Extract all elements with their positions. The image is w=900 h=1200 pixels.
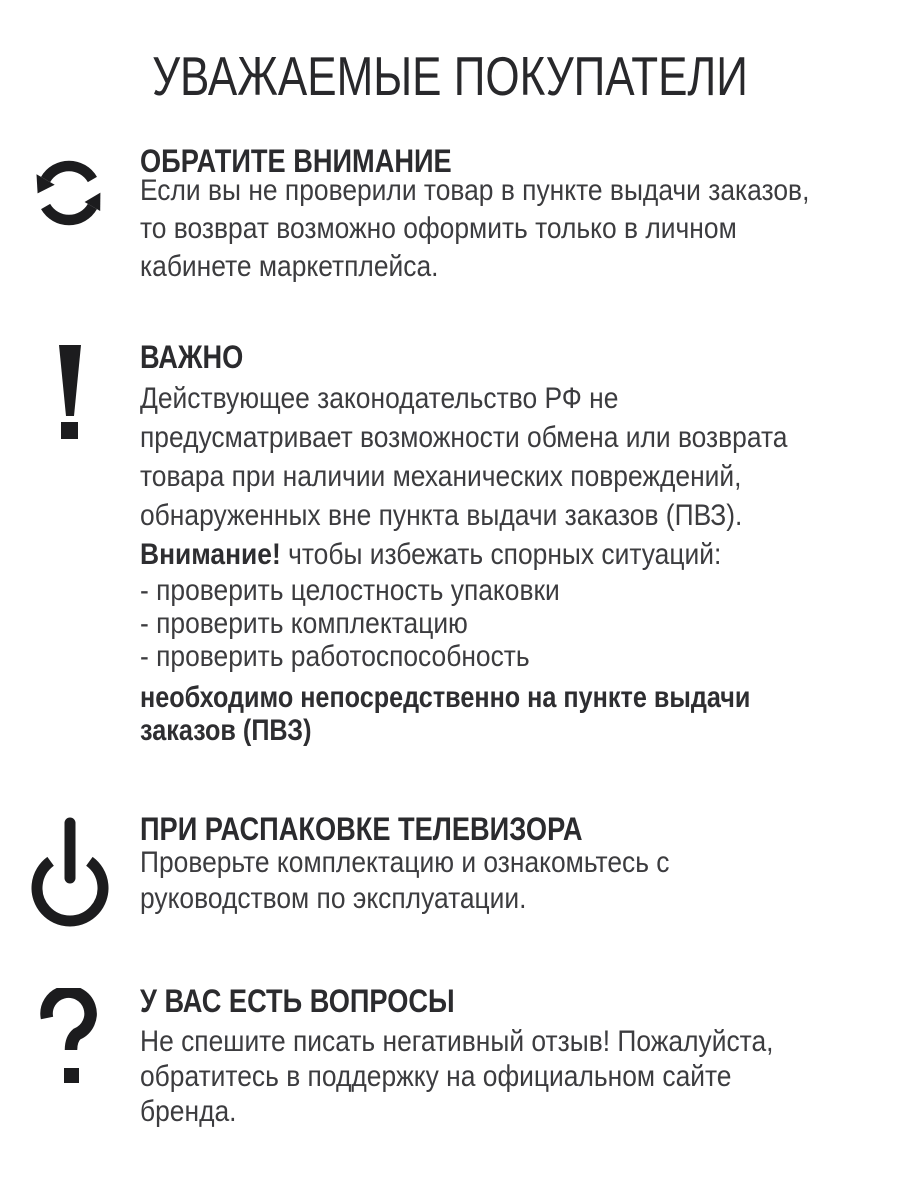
checklist-item: - проверить работоспособность — [140, 640, 530, 673]
section-attention-body — [140, 172, 900, 286]
section-attention-heading: ОБРАТИТЕ ВНИМАНИЕ — [140, 143, 452, 179]
page-title: УВАЖАЕМЫЕ ПОКУПАТЕЛИ — [152, 45, 748, 107]
body-line: Если вы не проверили товар в пункте выдачи заказов, — [140, 174, 810, 207]
body-line: предусматривает возможности обмена или возврата — [140, 421, 788, 454]
body-line: Не спешите писать негативный отзыв! Пожалуйста, — [140, 1025, 774, 1058]
body-line: обнаруженных вне пункта выдачи заказов (ПВЗ). — [140, 499, 743, 532]
closing-bold-line: заказов (ПВЗ) — [140, 714, 312, 747]
section-questions-heading: У ВАС ЕСТЬ ВОПРОСЫ — [140, 983, 455, 1019]
closing-bold-line: необходимо непосредственно на пункте выдачи — [140, 681, 751, 714]
body-line: Действующее законодательство РФ не — [140, 382, 619, 415]
section-unpacking-body — [140, 845, 742, 917]
body-line: Проверьте комплектацию и ознакомьтесь с — [140, 846, 670, 879]
attention-text: чтобы избежать спорных ситуаций: — [280, 538, 722, 571]
body-line: то возврат возможно оформить только в личном — [140, 212, 737, 245]
body-line: обратитесь в поддержку на официальном сайте — [140, 1060, 732, 1093]
power-icon — [30, 816, 110, 928]
exclamation-icon — [50, 343, 90, 443]
section-important-heading: ВАЖНО — [140, 339, 244, 375]
section-important-body — [140, 379, 876, 535]
question-mark-icon — [40, 988, 102, 1088]
checklist — [140, 574, 617, 673]
closing-bold-note — [140, 681, 867, 747]
body-line: руководством по эксплуатации. — [140, 882, 527, 915]
body-line: товара при наличии механических повреждений, — [140, 460, 742, 493]
section-unpacking-heading: ПРИ РАСПАКОВКЕ ТЕЛЕВИЗОРА — [140, 811, 583, 847]
checklist-item: - проверить комплектацию — [140, 607, 468, 640]
body-line: бренда. — [140, 1095, 237, 1128]
sync-arrows-icon — [28, 148, 110, 238]
body-line: кабинете маркетплейса. — [140, 250, 439, 283]
checklist-item: - проверить целостность упаковки — [140, 574, 560, 607]
attention-note — [140, 536, 721, 574]
attention-bold-label: Внимание! — [140, 538, 281, 571]
section-questions-body — [140, 1024, 860, 1129]
